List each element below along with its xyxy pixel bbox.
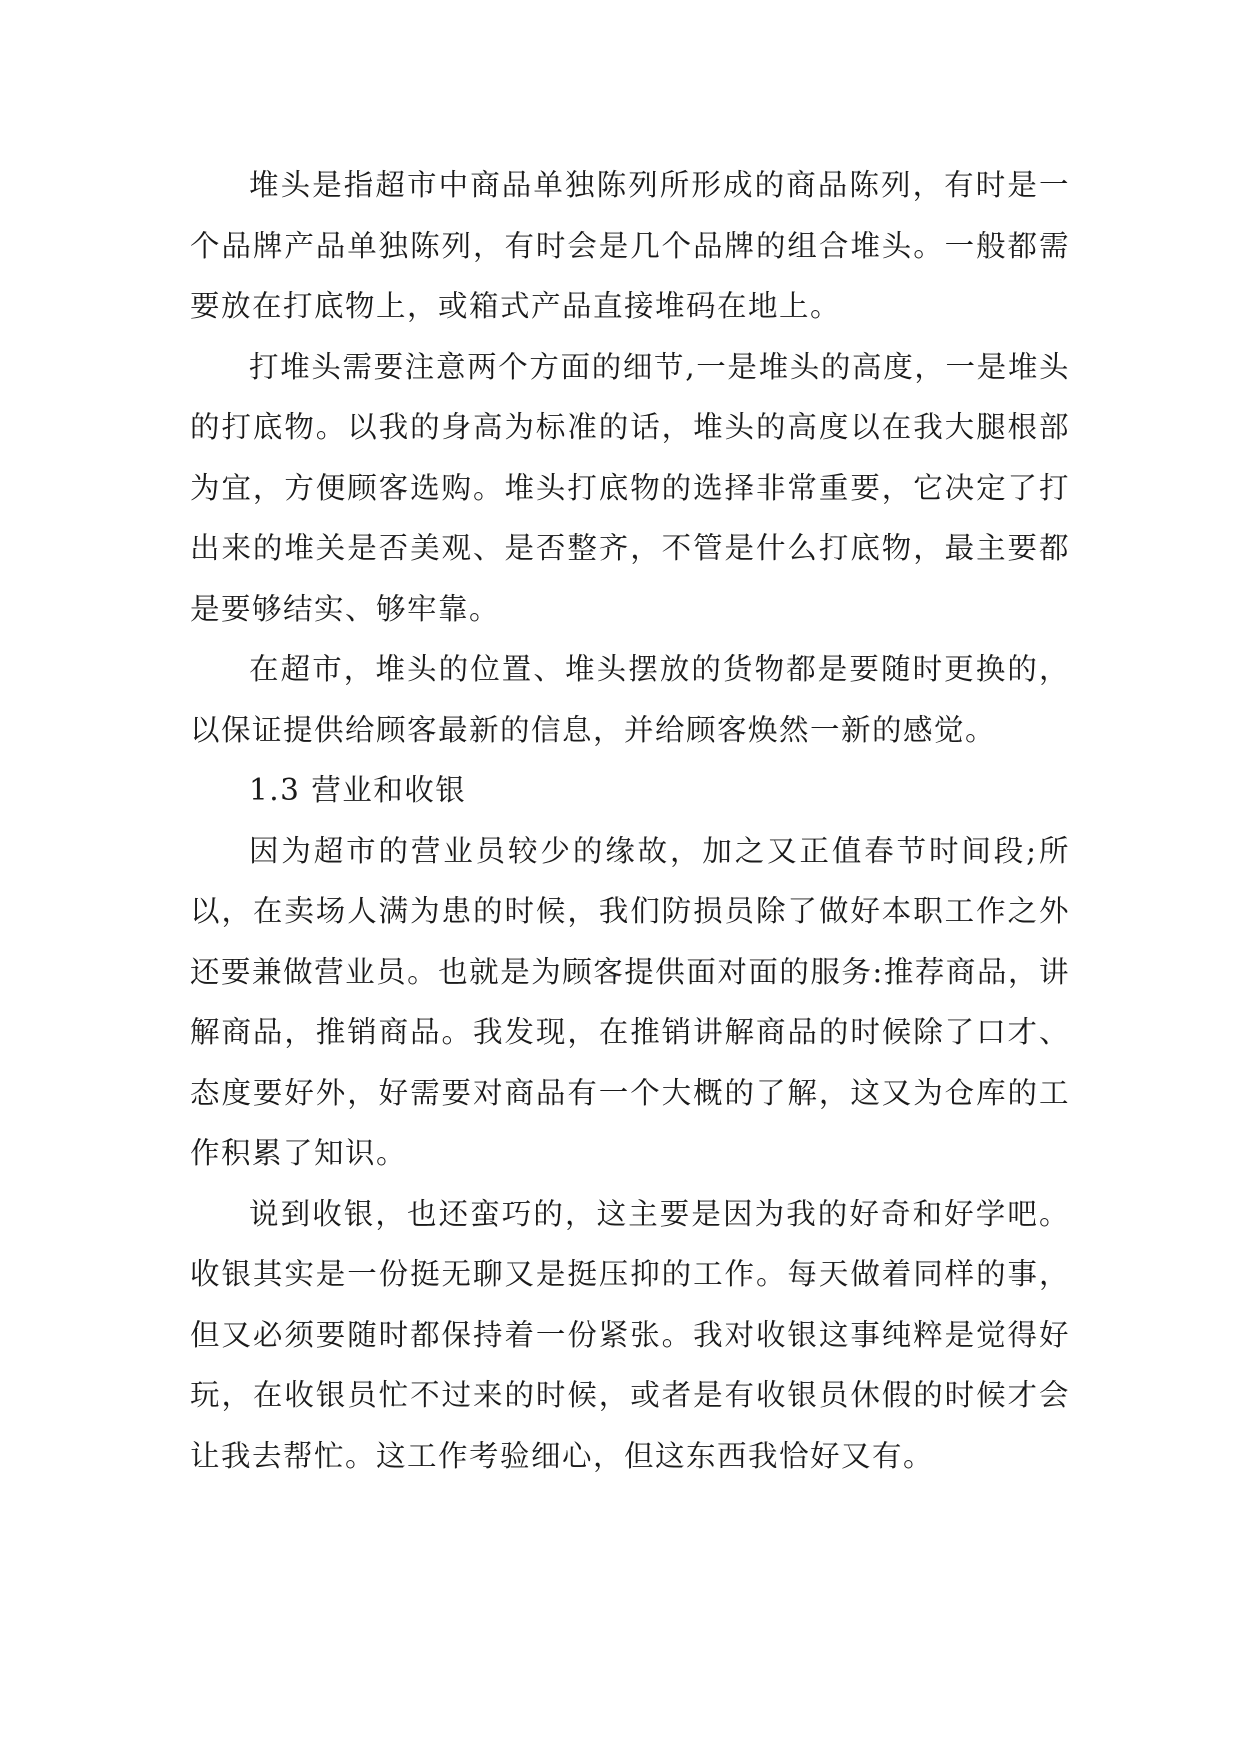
paragraph-sales-work: 因为超市的营业员较少的缘故，加之又正值春节时间段;所以，在卖场人满为患的时候，我们防损员除了做好本职工作之外还要兼做营业员。也就是为顾客提供面对面的服务:推荐商品，讲解商品，推销商品。我发现，在推销讲解商品的时候除了口才、态度要好外，好需要对商品有一个大概的了解，这又为仓库的工作积累了知识。 <box>190 833 1070 1170</box>
paragraph-cashier-work: 说到收银，也还蛮巧的，这主要是因为我的好奇和好学吧。收银其实是一份挺无聊又是挺压抑的工作。每天做着同样的事，但又必须要随时都保持着一份紧张。我对收银这事纯粹是觉得好玩，在收银员忙不过来的时候，或者是有收银员休假的时候才会让我去帮忙。这工作考验细心，但这东西我恰好又有。 <box>190 1196 1070 1473</box>
section-heading-sales-and-cashier: 1.3 营业和收银 <box>249 773 467 807</box>
paragraph-stacking-definition: 堆头是指超市中商品单独陈列所形成的商品陈列，有时是一个品牌产品单独陈列，有时会是几个品牌的组合堆头。一般都需要放在打底物上，或箱式产品直接堆码在地上。 <box>190 168 1070 323</box>
paragraph-stacking-details: 打堆头需要注意两个方面的细节,一是堆头的高度，一是堆头的打底物。以我的身高为标准的话，堆头的高度以在我大腿根部为宜，方便顾客选购。堆头打底物的选择非常重要，它决定了打出来的堆关是否美观、是否整齐，不管是什么打底物，最主要都是要够结实、够牢靠。 <box>190 349 1070 626</box>
document-body <box>190 155 1070 1486</box>
paragraph-stacking-position: 在超市，堆头的位置、堆头摆放的货物都是要随时更换的，以保证提供给顾客最新的信息，并给顾客焕然一新的感觉。 <box>190 652 1070 747</box>
